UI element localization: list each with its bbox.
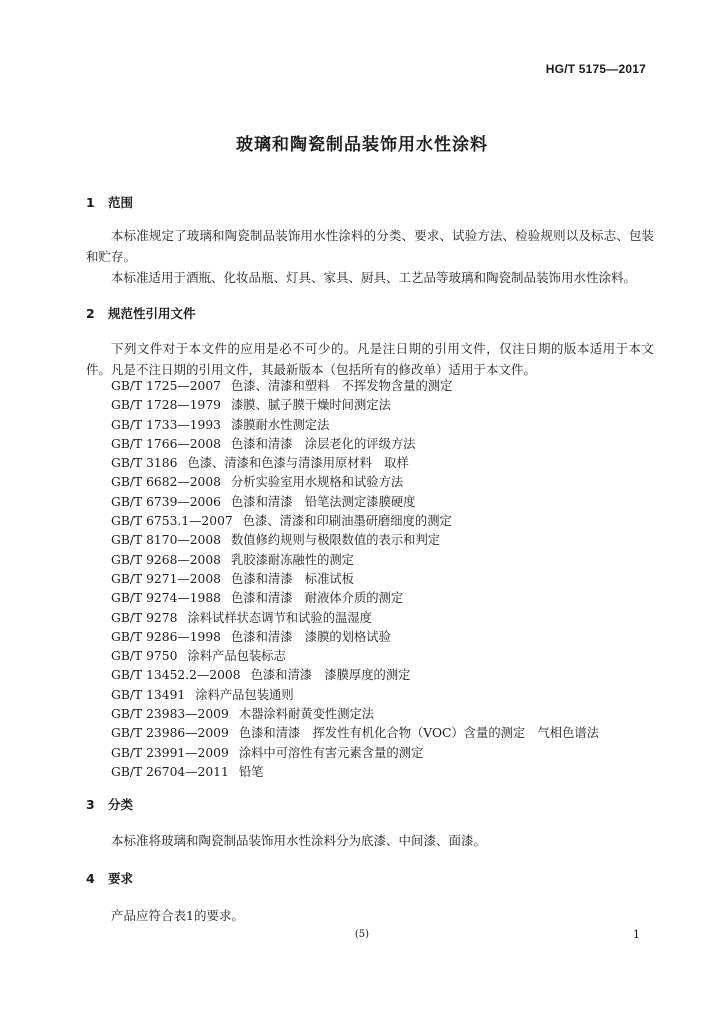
reference-title: 色漆和清漆 标准试板	[231, 571, 354, 586]
reference-code: GB/T 23983—2009	[111, 707, 229, 722]
reference-code: GB/T 1728—1979	[111, 398, 221, 413]
reference-item	[111, 435, 599, 454]
section-number: 4	[86, 871, 95, 886]
reference-title: 漆膜、腻子膜干燥时间测定法	[231, 398, 391, 413]
reference-code: GB/T 9274—1988	[111, 591, 221, 606]
reference-item	[111, 454, 599, 473]
reference-item	[111, 647, 599, 666]
reference-code: GB/T 1766—2008	[111, 436, 221, 451]
paragraph: 本标准将玻璃和陶瓷制品装饰用水性涂料分为底漆、中间漆、面漆。	[111, 833, 487, 848]
reference-code: GB/T 13452.2—2008	[111, 668, 241, 683]
section-2-heading	[86, 304, 196, 322]
standard-code: HG/T 5175—2017	[545, 62, 646, 76]
reference-item	[111, 570, 599, 589]
reference-title: 色漆、清漆和印刷油墨研磨细度的测定	[242, 514, 452, 529]
reference-title: 分析实验室用水规格和试验方法	[231, 475, 404, 490]
reference-title: 色漆、清漆和色漆与清漆用原材料 取样	[187, 456, 409, 471]
section-1-body	[86, 225, 654, 288]
reference-title: 色漆和清漆 挥发性有机化合物（VOC）含量的测定 气相色谱法	[238, 726, 599, 741]
reference-code: GB/T 23991—2009	[111, 745, 229, 760]
reference-title: 涂料产品包装标志	[187, 649, 286, 664]
reference-title: 数值修约规则与极限数值的表示和判定	[231, 533, 441, 548]
reference-code: GB/T 9750	[111, 649, 178, 664]
reference-item	[111, 512, 599, 531]
reference-item	[111, 744, 599, 763]
reference-code: GB/T 1725—2007	[111, 379, 221, 393]
reference-code: GB/T 6682—2008	[111, 475, 221, 490]
reference-item	[111, 666, 599, 685]
reference-item	[111, 628, 599, 647]
reference-code: GB/T 9286—1998	[111, 629, 221, 644]
reference-item	[111, 763, 599, 782]
section-3-body	[86, 830, 654, 851]
reference-item	[111, 473, 599, 492]
reference-item	[111, 705, 599, 724]
reference-code: GB/T 9271—2008	[111, 571, 221, 586]
reference-title: 色漆和清漆 漆膜厚度的测定	[250, 668, 411, 683]
reference-title: 色漆和清漆 漆膜的划格试验	[231, 629, 391, 644]
paragraph: 下列文件对于本文件的应用是必不可少的。凡是注日期的引用文件，仅注日期的版本适用于本文件。凡是不注日期的引用文件，其最新版本（包括所有的修改单）适用于本文件。	[86, 341, 654, 377]
reference-item	[111, 396, 599, 415]
reference-item	[111, 686, 599, 705]
reference-title: 涂料产品包装通则	[195, 687, 294, 702]
section-2-intro	[86, 338, 654, 380]
reference-code: GB/T 1733—1993	[111, 417, 221, 432]
section-title: 分类	[108, 797, 134, 812]
reference-title: 铅笔	[238, 764, 264, 779]
reference-code: GB/T 23986—2009	[111, 726, 229, 741]
paragraph: 产品应符合表1的要求。	[111, 908, 244, 923]
section-number: 3	[86, 797, 95, 812]
reference-title: 木器涂料耐黄变性测定法	[238, 707, 375, 722]
reference-title: 涂料中可溶性有害元素含量的测定	[238, 745, 424, 760]
reference-title: 色漆和清漆 涂层老化的评级方法	[231, 436, 416, 451]
section-4-heading	[86, 869, 133, 887]
reference-code: GB/T 6753.1—2007	[111, 514, 233, 529]
section-4-body	[86, 905, 654, 926]
reference-code: GB/T 8170—2008	[111, 533, 221, 548]
reference-item	[111, 609, 599, 628]
reference-code: GB/T 9268—2008	[111, 552, 221, 567]
reference-item	[111, 493, 599, 512]
paragraph: 本标准适用于酒瓶、化妆品瓶、灯具、家具、厨具、工艺品等玻璃和陶瓷制品装饰用水性涂料。	[111, 270, 637, 285]
footer-sheet-mark: (5)	[354, 929, 370, 940]
reference-title: 漆膜耐水性测定法	[231, 417, 330, 432]
reference-title: 乳胶漆耐冻融性的测定	[231, 552, 354, 567]
reference-code: GB/T 6739—2006	[111, 494, 221, 509]
reference-title: 色漆和清漆 铅笔法测定漆膜硬度	[231, 494, 416, 509]
reference-item	[111, 551, 599, 570]
paragraph: 本标准规定了玻璃和陶瓷制品装饰用水性涂料的分类、要求、试验方法、检验规则以及标志、包装和贮存。	[86, 228, 654, 264]
section-number: 2	[86, 306, 95, 321]
section-title: 范围	[108, 195, 134, 210]
section-1-heading	[86, 193, 133, 211]
reference-list	[111, 377, 599, 782]
section-number: 1	[86, 195, 95, 210]
reference-title: 色漆、清漆和塑料 不挥发物含量的测定	[231, 379, 453, 393]
page-number: 1	[633, 928, 640, 941]
reference-code: GB/T 3186	[111, 456, 178, 471]
reference-item	[111, 589, 599, 608]
reference-code: GB/T 26704—2011	[111, 764, 229, 779]
section-title: 规范性引用文件	[108, 306, 196, 321]
reference-title: 色漆和清漆 耐液体介质的测定	[231, 591, 404, 606]
reference-item	[111, 531, 599, 550]
reference-item	[111, 416, 599, 435]
reference-item	[111, 377, 599, 396]
document-title: 玻璃和陶瓷制品装饰用水性涂料	[236, 135, 488, 155]
section-3-heading	[86, 795, 133, 813]
reference-item	[111, 724, 599, 743]
reference-code: GB/T 13491	[111, 687, 186, 702]
reference-title: 涂料试样状态调节和试验的温湿度	[187, 610, 372, 625]
section-title: 要求	[108, 871, 134, 886]
reference-code: GB/T 9278	[111, 610, 178, 625]
